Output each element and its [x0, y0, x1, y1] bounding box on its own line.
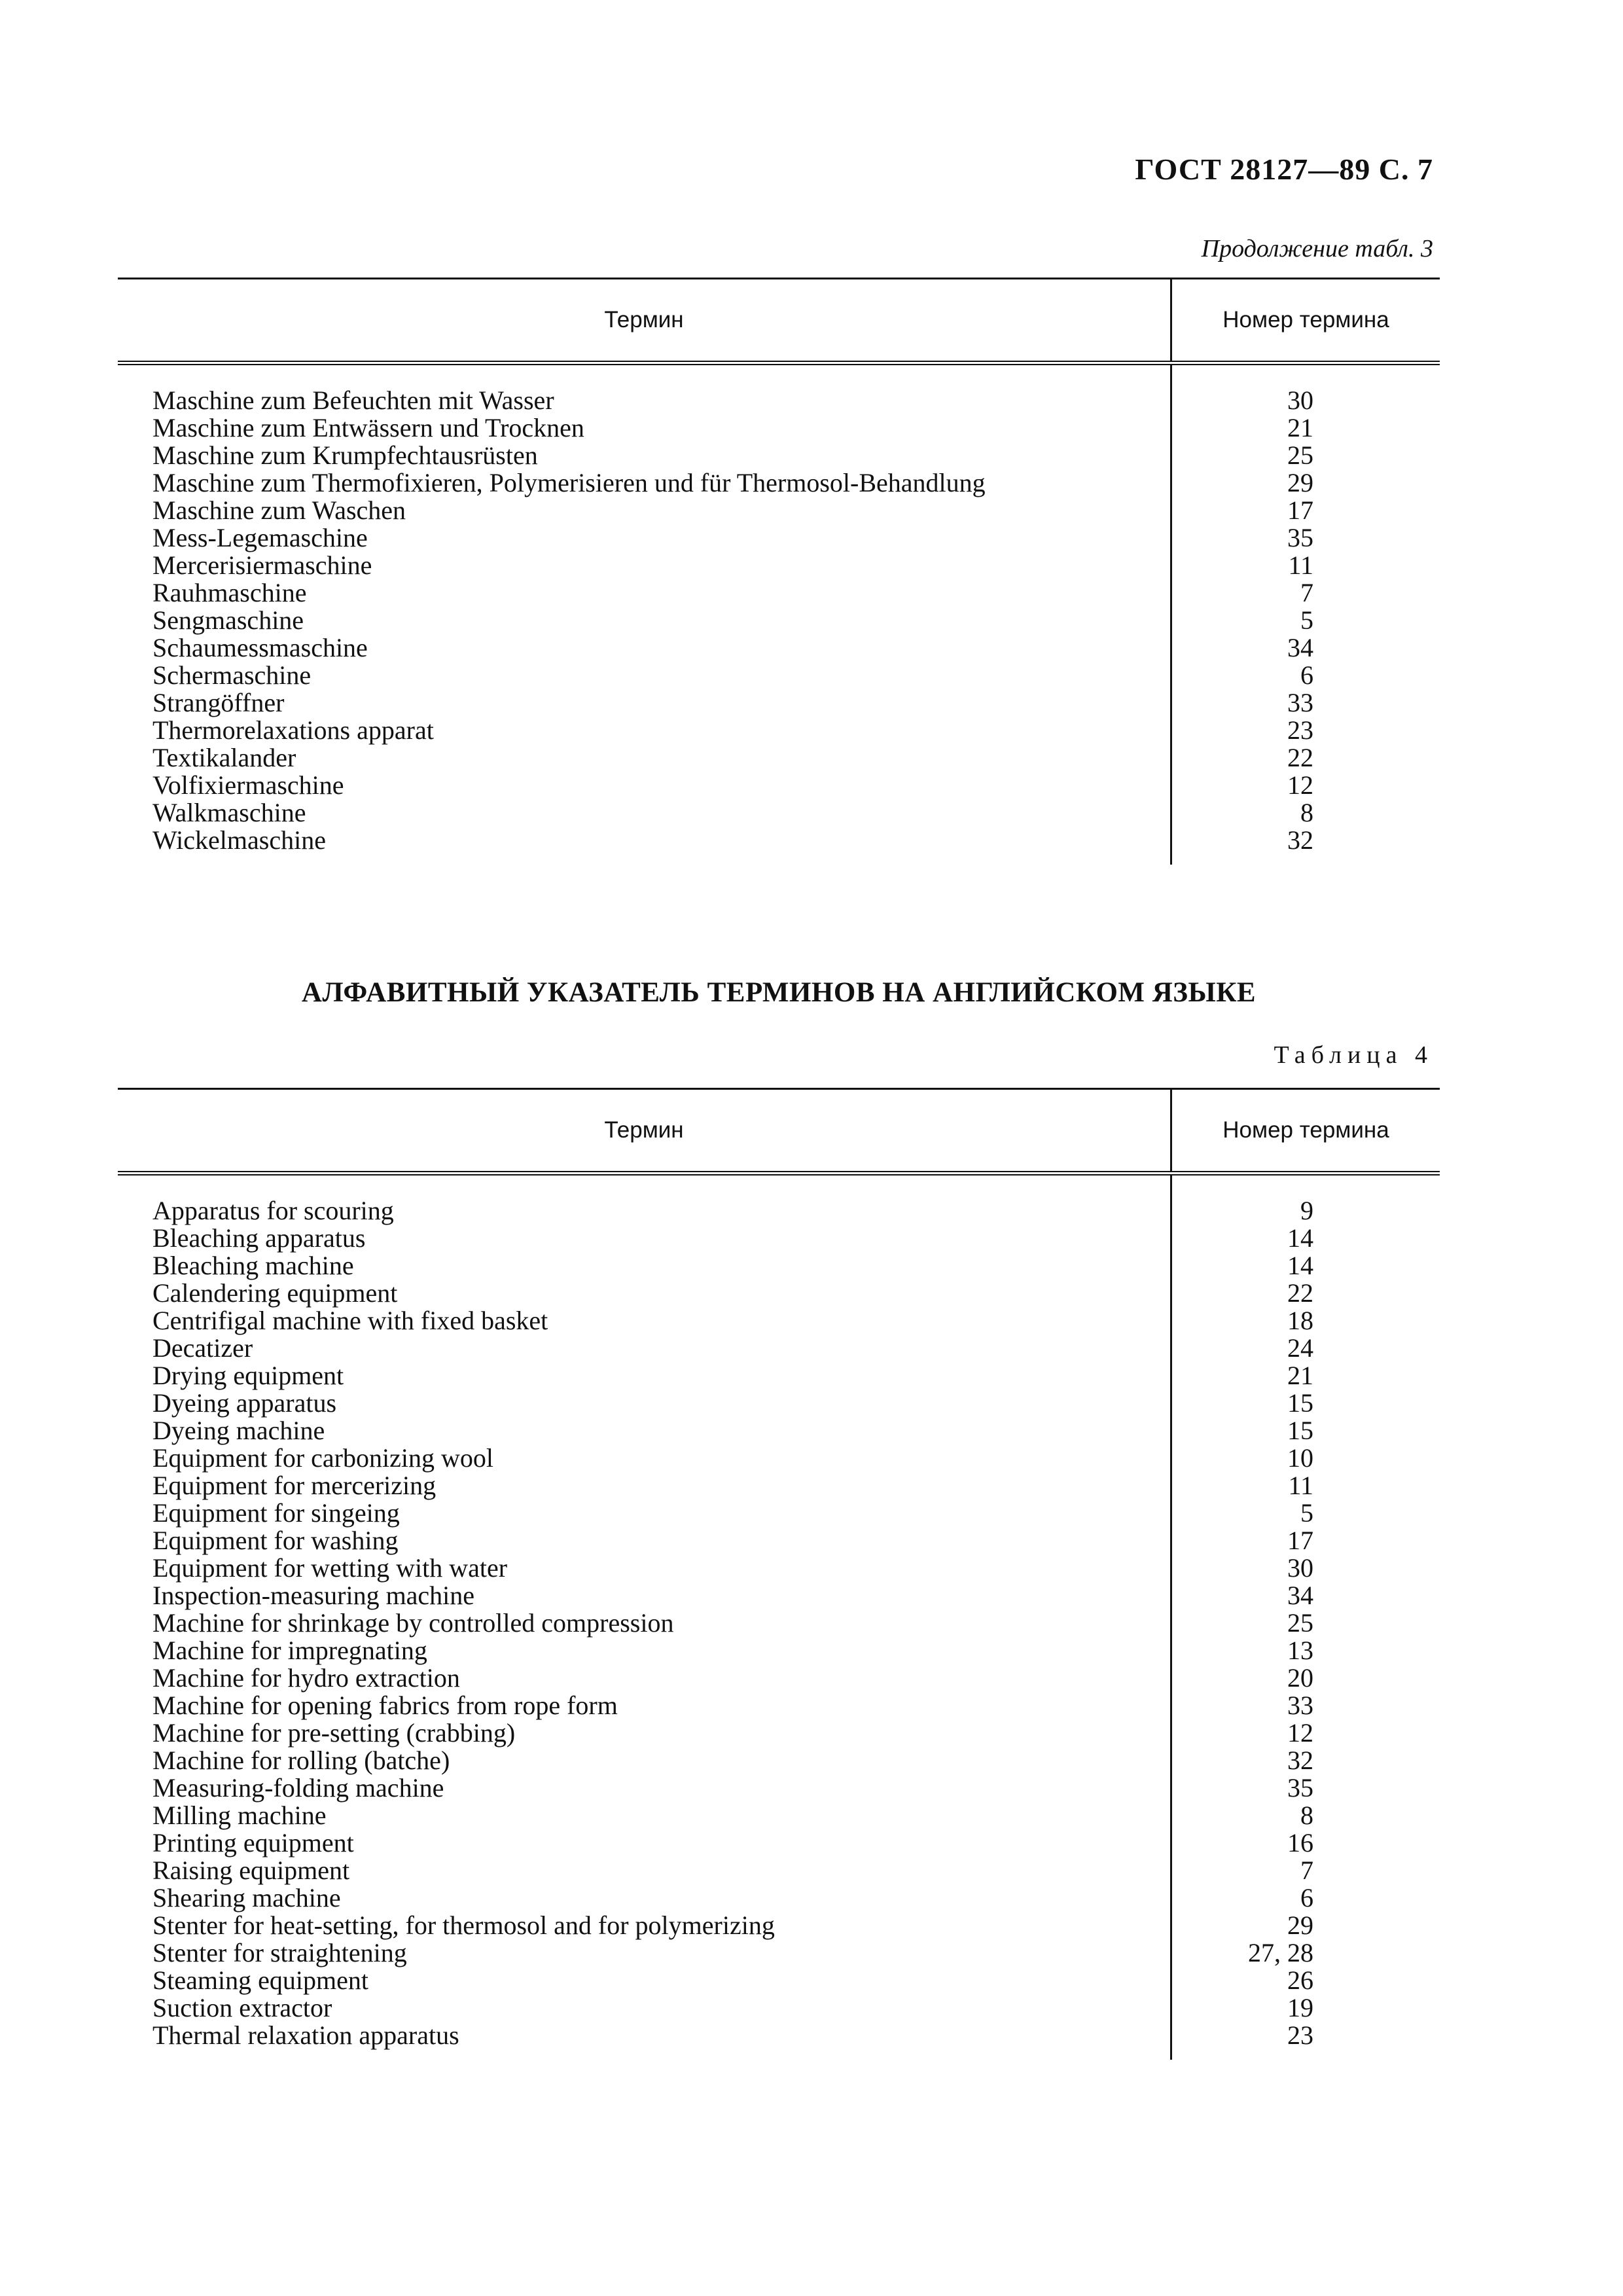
table-row-term: Stenter for heat-setting, for thermosol and for polymerizing	[152, 1910, 775, 1940]
table-row-number: 32	[1287, 1746, 1313, 1775]
table-row-term: Maschine zum Krumpfechtausrüsten	[152, 440, 538, 470]
table-row-number: 14	[1287, 1223, 1313, 1253]
table-row-number: 14	[1287, 1251, 1313, 1280]
table-row-number: 35	[1287, 1773, 1313, 1803]
table-row-number: 11	[1288, 1471, 1313, 1500]
table-row-term: Stenter for straightening	[152, 1938, 407, 1967]
table-3	[118, 278, 1440, 865]
table-row-number: 8	[1300, 798, 1313, 827]
table-row-number: 13	[1287, 1636, 1313, 1665]
page-header: ГОСТ 28127—89 С. 7	[1135, 152, 1433, 186]
table-row-term: Maschine zum Befeuchten mit Wasser	[152, 386, 554, 415]
table-row-number: 29	[1287, 468, 1313, 497]
table3-caption: Продолжение табл. 3	[1201, 235, 1433, 262]
table-row-term: Inspection-measuring machine	[152, 1581, 475, 1610]
table-row-term: Equipment for washing	[152, 1526, 399, 1555]
table-row-term: Apparatus for scouring	[152, 1196, 394, 1225]
table-row-term: Bleaching apparatus	[152, 1223, 366, 1253]
table-row-number: 21	[1287, 1361, 1313, 1390]
section-title: АЛФАВИТНЫЙ УКАЗАТЕЛЬ ТЕРМИНОВ НА АНГЛИЙСКОМ ЯЗЫКЕ	[301, 977, 1257, 1008]
table-row-term: Steaming equipment	[152, 1965, 368, 1995]
table-row-term: Mess-Legemaschine	[152, 523, 368, 552]
table-row-number: 6	[1300, 1883, 1313, 1912]
table-row-number: 23	[1287, 2020, 1313, 2050]
table-row-number: 22	[1287, 743, 1313, 772]
table-row-number: 35	[1287, 523, 1313, 552]
table-row-term: Machine for pre-setting (crabbing)	[152, 1718, 516, 1748]
table-row-term: Measuring-folding machine	[152, 1773, 444, 1803]
table-row-term: Maschine zum Waschen	[152, 495, 406, 525]
table-row-number: 6	[1300, 660, 1313, 690]
table4-header-term: Термин	[604, 1117, 684, 1143]
table-row-number: 15	[1287, 1416, 1313, 1445]
table4-caption: Таблица 4	[1274, 1041, 1433, 1069]
table-row-number: 27, 28	[1248, 1938, 1313, 1967]
table4-term-column	[118, 1175, 1170, 2060]
table-row-term: Volfixiermaschine	[152, 770, 344, 800]
table4-header-row	[118, 1090, 1440, 1175]
table4-number-column	[1170, 1175, 1440, 2060]
table-row-term: Thermorelaxations apparat	[152, 715, 434, 745]
table-row-number: 33	[1287, 688, 1313, 717]
table-row-term: Walkmaschine	[152, 798, 306, 827]
table-row-term: Dyeing apparatus	[152, 1388, 337, 1418]
table-row-term: Machine for rolling (batche)	[152, 1746, 450, 1775]
table-row-term: Mercerisiermaschine	[152, 550, 372, 580]
table-row-term: Machine for opening fabrics from rope form	[152, 1691, 618, 1720]
table-row-term: Calendering equipment	[152, 1278, 398, 1308]
table-row-number: 23	[1287, 715, 1313, 745]
table-row-number: 5	[1300, 1498, 1313, 1528]
table3-header-term: Термин	[604, 307, 684, 332]
table-row-number: 22	[1287, 1278, 1313, 1308]
table-row-number: 9	[1300, 1196, 1313, 1225]
table-row-number: 12	[1287, 770, 1313, 800]
table-row-term: Suction extractor	[152, 1993, 332, 2022]
table-row-number: 29	[1287, 1910, 1313, 1940]
table-row-number: 10	[1287, 1443, 1313, 1473]
table-row-term: Rauhmaschine	[152, 578, 307, 607]
table-row-term: Equipment for carbonizing wool	[152, 1443, 493, 1473]
table3-header-number: Номер термина	[1170, 279, 1440, 361]
table-4	[118, 1088, 1440, 2060]
table-row-number: 17	[1287, 495, 1313, 525]
table-row-term: Textikalander	[152, 743, 296, 772]
table-row-number: 19	[1287, 1993, 1313, 2022]
table-row-number: 8	[1300, 1801, 1313, 1830]
table-row-number: 32	[1287, 825, 1313, 855]
table-row-term: Strangöffner	[152, 688, 285, 717]
table-row-number: 21	[1287, 413, 1313, 442]
table-row-number: 34	[1287, 633, 1313, 662]
table-row-term: Dyeing machine	[152, 1416, 325, 1445]
table-row-number: 15	[1287, 1388, 1313, 1418]
table-row-term: Schermaschine	[152, 660, 312, 690]
table3-body	[118, 365, 1440, 865]
table-row-number: 30	[1287, 1553, 1313, 1583]
table-row-number: 16	[1287, 1828, 1313, 1857]
table-row-number: 24	[1287, 1333, 1313, 1363]
table-row-term: Wickelmaschine	[152, 825, 326, 855]
table-row-number: 11	[1288, 550, 1313, 580]
table4-header-number: Номер термина	[1170, 1090, 1440, 1171]
table-row-term: Maschine zum Thermofixieren, Polymerisieren und für Thermosol-Behandlung	[152, 468, 986, 497]
table-row-term: Centrifigal machine with fixed basket	[152, 1306, 548, 1335]
table-row-number: 26	[1287, 1965, 1313, 1995]
table-row-term: Shearing machine	[152, 1883, 341, 1912]
table-row-number: 12	[1287, 1718, 1313, 1748]
table-row-number: 5	[1300, 605, 1313, 635]
table-row-term: Schaumessmaschine	[152, 633, 368, 662]
table-row-number: 7	[1300, 1856, 1313, 1885]
table4-body	[118, 1175, 1440, 2060]
table-row-number: 18	[1287, 1306, 1313, 1335]
table-row-number: 25	[1287, 1608, 1313, 1638]
table3-term-column	[118, 365, 1170, 865]
table-row-term: Raising equipment	[152, 1856, 350, 1885]
table-row-term: Equipment for singeing	[152, 1498, 400, 1528]
table-row-term: Maschine zum Entwässern und Trocknen	[152, 413, 584, 442]
table-row-term: Machine for shrinkage by controlled compression	[152, 1608, 674, 1638]
table3-number-column	[1170, 365, 1440, 865]
table-row-number: 20	[1287, 1663, 1313, 1693]
table-row-term: Equipment for wetting with water	[152, 1553, 508, 1583]
table-row-term: Machine for hydro extraction	[152, 1663, 460, 1693]
table-row-number: 34	[1287, 1581, 1313, 1610]
table-row-term: Equipment for mercerizing	[152, 1471, 437, 1500]
table-row-term: Bleaching machine	[152, 1251, 354, 1280]
table-row-term: Thermal relaxation apparatus	[152, 2020, 459, 2050]
table-row-term: Printing equipment	[152, 1828, 354, 1857]
table-row-term: Decatizer	[152, 1333, 253, 1363]
table-row-term: Machine for impregnating	[152, 1636, 427, 1665]
table-row-number: 33	[1287, 1691, 1313, 1720]
table-row-number: 7	[1300, 578, 1313, 607]
table-row-number: 17	[1287, 1526, 1313, 1555]
table-row-term: Milling machine	[152, 1801, 327, 1830]
table-row-number: 30	[1287, 386, 1313, 415]
table-row-term: Sengmaschine	[152, 605, 304, 635]
table-row-term: Drying equipment	[152, 1361, 344, 1390]
table3-header-row	[118, 279, 1440, 365]
table-row-number: 25	[1287, 440, 1313, 470]
